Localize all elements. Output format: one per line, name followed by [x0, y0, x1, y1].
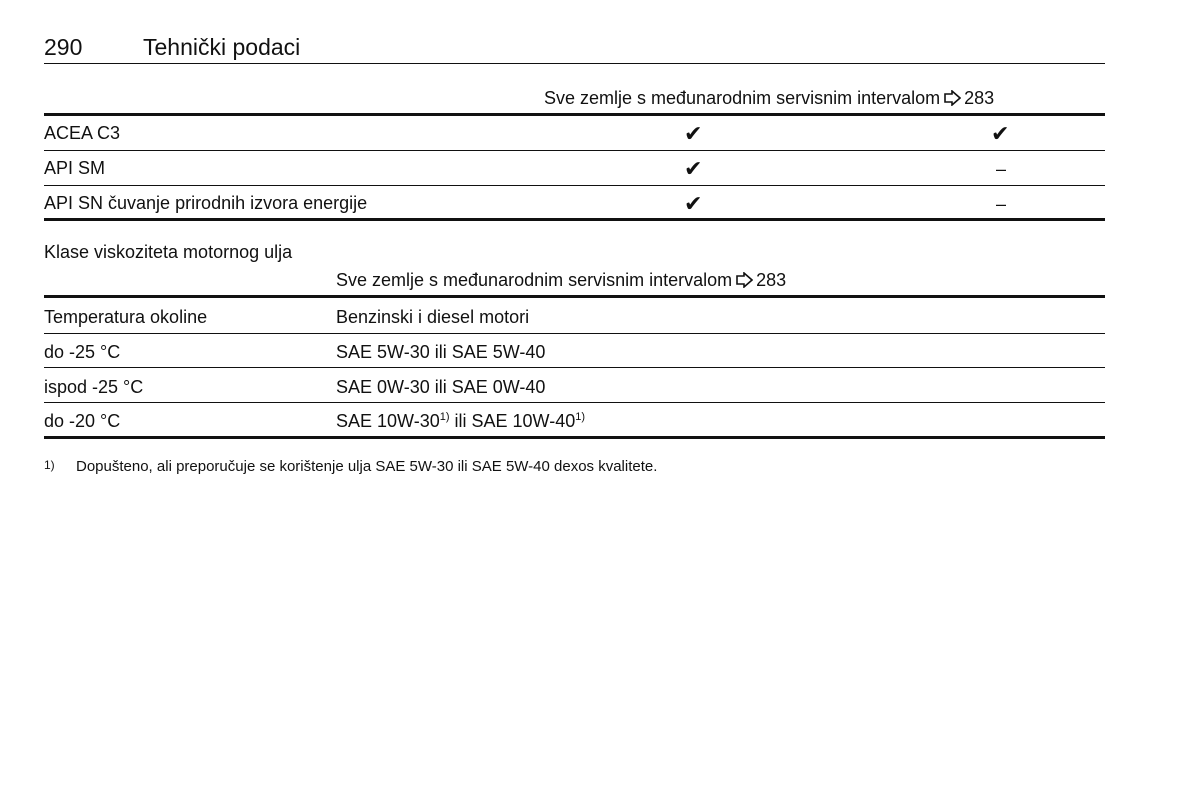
- page-title: Tehnički podaci: [143, 34, 301, 60]
- table2-bottom-rule: [44, 436, 1105, 439]
- section-title: Klase viskoziteta motornog ulja: [44, 242, 293, 262]
- check-icon: ✔: [684, 121, 703, 146]
- oil-grade-value: SAE 5W-30 ili SAE 5W-40: [336, 342, 546, 362]
- oil-grade-value: [336, 411, 585, 432]
- header-rule: [44, 63, 1105, 64]
- dash-value: –: [996, 194, 1007, 214]
- footnote-mark: 1): [44, 458, 55, 472]
- table2-top-rule: [44, 295, 1105, 298]
- temperature-value: ispod -25 °C: [44, 377, 144, 397]
- footnote-ref: 1): [439, 411, 450, 423]
- check-icon: ✔: [991, 121, 1010, 146]
- temperature-value: do -25 °C: [44, 342, 121, 362]
- temperature-value: do -20 °C: [44, 411, 121, 431]
- dash-value: –: [996, 159, 1007, 179]
- reference-arrow-icon: [944, 90, 961, 106]
- table1-row-label: API SM: [44, 158, 106, 178]
- table1-bottom-rule: [44, 218, 1105, 221]
- row-divider: [44, 367, 1105, 368]
- table1-column-header: [544, 88, 994, 109]
- temperature-column-header: Temperatura okoline: [44, 307, 208, 327]
- engine-column-header: Benzinski i diesel motori: [336, 307, 530, 327]
- check-icon: ✔: [684, 156, 703, 181]
- reference-arrow-icon: [736, 272, 753, 288]
- row-divider: [44, 402, 1105, 403]
- table1-row-label: API SN čuvanje prirodnih izvora energije: [44, 193, 368, 213]
- row-divider: [44, 333, 1105, 334]
- table2-column-header-ref: 283: [756, 270, 787, 290]
- oil-grade-value: SAE 0W-30 ili SAE 0W-40: [336, 377, 546, 397]
- table2-column-header-text: Sve zemlje s međunarodnim servisnim intervalom: [336, 270, 733, 290]
- table2-column-header: [336, 270, 786, 291]
- oil-grade-b: ili SAE 10W-40: [449, 411, 576, 431]
- check-icon: ✔: [684, 191, 703, 216]
- page-number: 290: [44, 34, 83, 60]
- footnote-ref: 1): [575, 411, 586, 423]
- footnote-text: Dopušteno, ali preporučuje se korištenje ulja SAE 5W-30 ili SAE 5W-40 dexos kvalitete.: [76, 458, 658, 475]
- row-divider: [44, 185, 1105, 186]
- table1-top-rule: [44, 113, 1105, 116]
- row-divider: [44, 150, 1105, 151]
- oil-grade-a: SAE 10W-30: [336, 411, 440, 431]
- table1-column-header-ref: 283: [964, 88, 995, 108]
- table1-row-label: ACEA C3: [44, 123, 121, 143]
- table1-column-header-text: Sve zemlje s međunarodnim servisnim intervalom: [544, 88, 941, 108]
